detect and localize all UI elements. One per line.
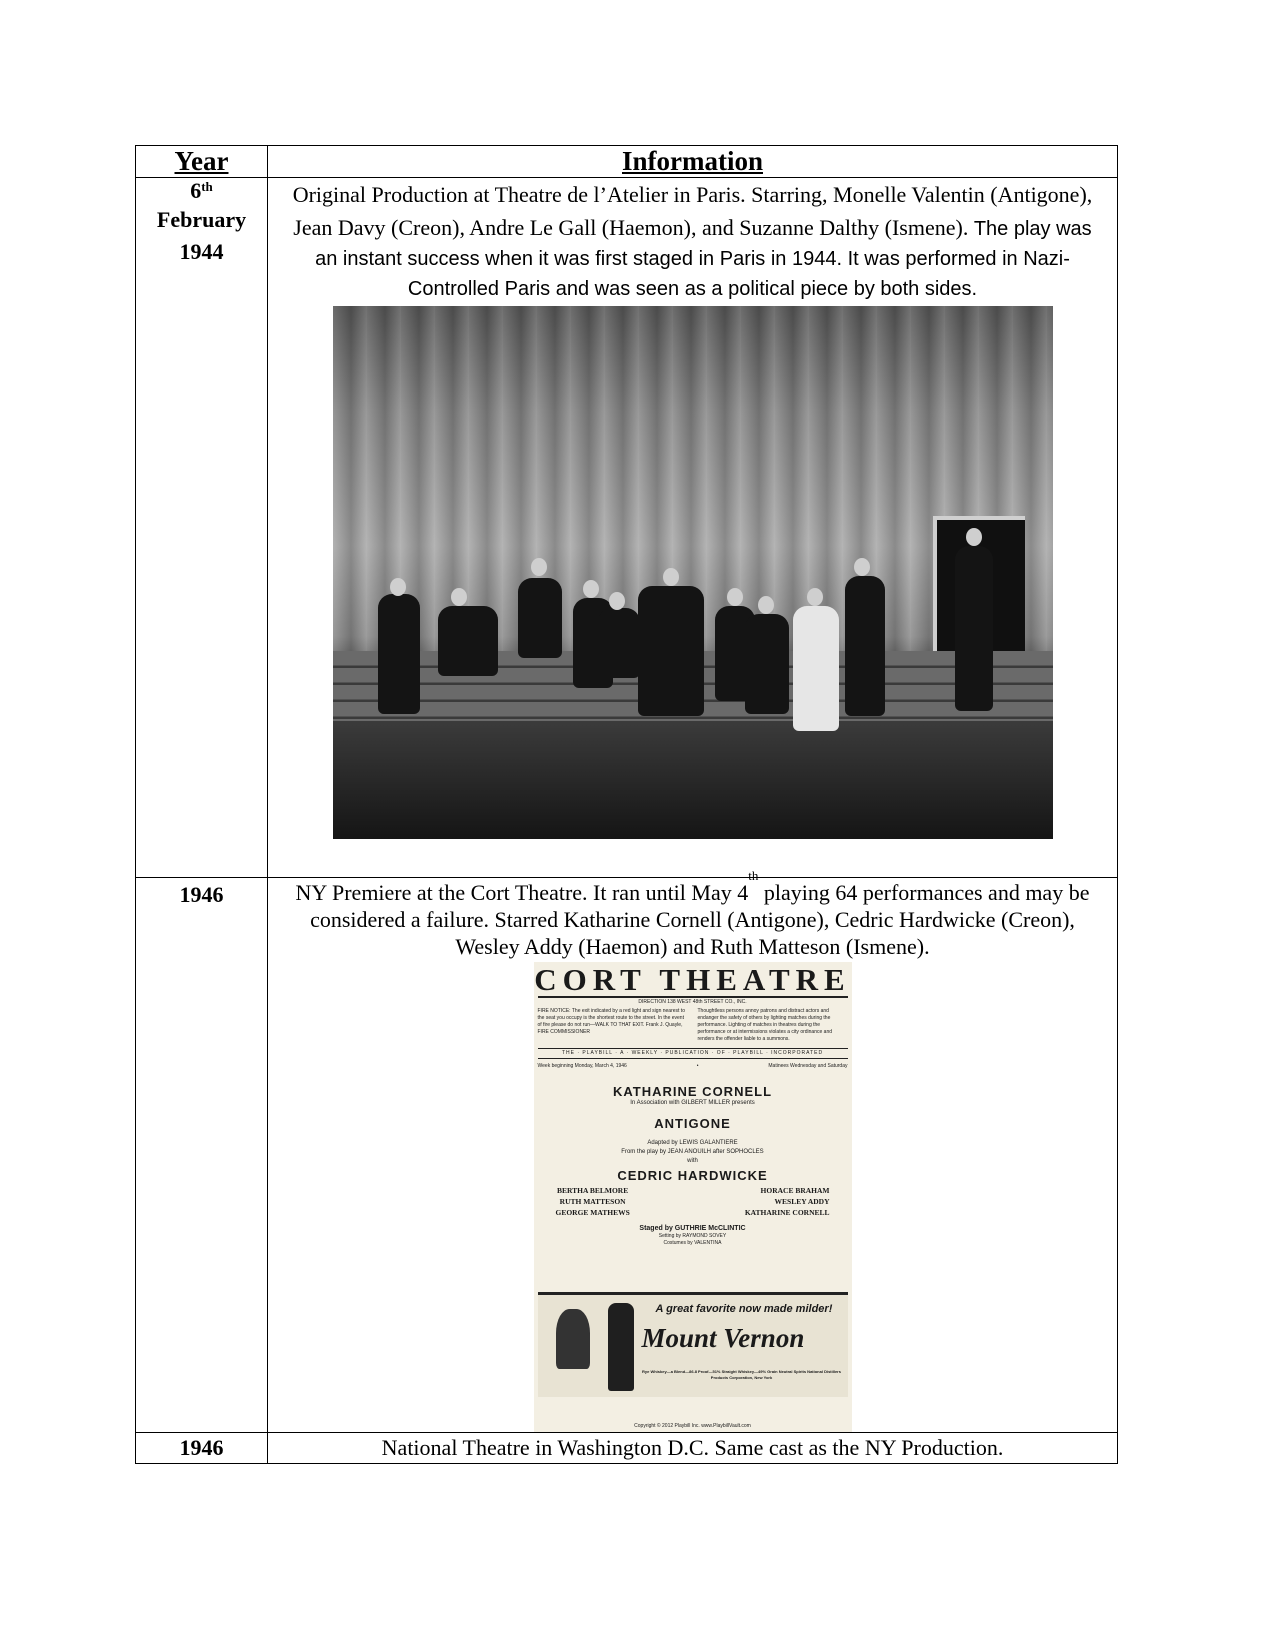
actor-figure	[438, 606, 498, 676]
year-month: February	[156, 207, 247, 232]
matches-notice: Thoughtless persons annoy patrons and distract actors and endanger the safety of others by lighting matches during the performance. Lighting of matches in theatres during the performance or at intermissions violates a city ordinance and renders the offender liable to a summons.	[697, 1008, 833, 1042]
info-text: NY Premiere at the Cort Theatre. It ran until May 4th playing 64 performances and may be considered a failure. Starred Katharine Cornell (Antigone), Cedric Hardwicke (Creon), Wesley Addy (Haemon) and Ruth Matteson (Ismene).	[295, 868, 1090, 959]
playbill-cast	[556, 1185, 830, 1218]
playbill-theatre-title: CORT THEATRE	[534, 962, 851, 997]
info-text-serif: Original Production at Theatre de l’Atelier in Paris. Starring, Monelle Valentin (Antigone), Jean Davy (Creon), Andre Le Gall (Haemon), and Suzanne Dalthy (Ismene).	[292, 182, 1093, 240]
matinee-info: Matinees Wednesday and Saturday	[768, 1063, 848, 1069]
playbill-staged: Staged by GUTHRIE McCLINTIC	[639, 1225, 746, 1232]
actor-figure	[598, 608, 640, 678]
table-header-row	[136, 146, 1118, 178]
table-row	[136, 178, 1118, 878]
cast-right-column	[745, 1185, 830, 1218]
table-row	[136, 1433, 1118, 1464]
actor-figure	[955, 546, 993, 711]
actor-figure	[745, 614, 789, 714]
actor-head	[663, 568, 679, 586]
info-text-sans: The play was an instant success when it was first staged in Paris in 1944. It was performed in Nazi-Controlled Paris and was seen as a political piece by both sides.	[315, 218, 1092, 300]
production-history-table	[135, 145, 1118, 1464]
ad-fine-print: Rye Whiskey—a Blend—86.8 Proof—51% Straight Whiskey—49% Grain Neutral Spirits National Distillers Products Corporation, New York	[642, 1369, 841, 1380]
playbill-direction: DIRECTION 138 WEST 48th STREET CO., INC.	[538, 996, 848, 1006]
year-cell: 1946	[136, 878, 268, 1433]
cast-name: HORACE BRAHAM	[760, 1186, 830, 1195]
actor-head	[727, 588, 743, 606]
cast-name: BERTHA BELMORE	[557, 1186, 629, 1195]
information-column-header: Information	[268, 146, 1118, 178]
bottle-icon	[608, 1303, 634, 1391]
playbill-adapted: Adapted by LEWIS GALANTIERE	[647, 1140, 738, 1146]
playbill-play-title: ANTIGONE	[654, 1116, 731, 1131]
information-cell: National Theatre in Washington D.C. Same cast as the NY Production.	[268, 1433, 1118, 1464]
information-cell	[268, 868, 1118, 1433]
playbill-cover	[534, 962, 852, 1432]
cast-left-column	[556, 1185, 630, 1218]
week-date: Week beginning Monday, March 4, 1946	[537, 1063, 627, 1069]
fire-notice: FIRE NOTICE: The exit indicated by a red light and sign nearest to the seat you occupy is the shortest route to the street. In the event of fire please do not run—WALK TO THAT EXIT. Frank J. Quayle, FIRE COMMISSIONER	[537, 1008, 685, 1035]
playbill-from-play: From the play by JEAN ANOUILH after SOPHOCLES	[621, 1149, 764, 1155]
playbill-week-line	[538, 1062, 848, 1070]
playbill-star: KATHARINE CORNELL	[612, 1084, 773, 1099]
actor-head	[583, 580, 599, 598]
cast-name: KATHARINE CORNELL	[744, 1208, 830, 1217]
playbill-association: In Association with GILBERT MILLER presents	[630, 1100, 755, 1106]
year-cell: 1946	[136, 1433, 268, 1464]
cast-name: RUTH MATTESON	[559, 1197, 626, 1206]
cast-name: GEORGE MATHEWS	[555, 1208, 630, 1217]
actor-head	[390, 578, 406, 596]
horse-rider-icon	[556, 1309, 590, 1369]
actor-head	[451, 588, 467, 606]
actor-head	[609, 592, 625, 610]
actor-figure	[638, 586, 704, 716]
actor-head	[966, 528, 982, 546]
year-day: 6th	[190, 178, 213, 203]
whiskey-advertisement	[538, 1292, 848, 1397]
actor-head	[531, 558, 547, 576]
year-column-header: Year	[136, 146, 268, 178]
playbill-co-star: CEDRIC HARDWICKE	[617, 1168, 768, 1183]
stage-production-photo	[333, 306, 1053, 839]
actor-figure	[378, 594, 420, 714]
year-cell	[136, 178, 268, 878]
actor-head	[758, 596, 774, 614]
playbill-notices	[534, 1006, 852, 1045]
week-bullet: •	[696, 1063, 699, 1069]
playbill-publication-bar: THE · PLAYBILL · A · WEEKLY · PUBLICATION · OF · PLAYBILL · INCORPORATED	[538, 1048, 848, 1059]
cast-name: WESLEY ADDY	[774, 1197, 830, 1206]
ad-brand: Mount Vernon	[641, 1323, 805, 1353]
playbill-setting: Setting by RAYMOND SOVEY	[658, 1233, 727, 1239]
playbill-costumes: Costumes by VALENTINA	[663, 1240, 722, 1246]
actor-head	[807, 588, 823, 606]
information-cell	[268, 178, 1118, 878]
table-row	[136, 878, 1118, 1433]
stage-floor	[333, 721, 1053, 839]
year-number: 1944	[179, 239, 224, 264]
actor-figure	[518, 578, 562, 658]
actor-head	[854, 558, 870, 576]
actor-figure	[793, 606, 839, 731]
playbill-copyright: Copyright © 2012 Playbill Inc. www.PlaybillVault.com	[634, 1423, 751, 1429]
ad-tagline: A great favorite now made milder!	[655, 1303, 833, 1315]
actor-figure	[845, 576, 885, 716]
playbill-with: with	[687, 1158, 698, 1164]
